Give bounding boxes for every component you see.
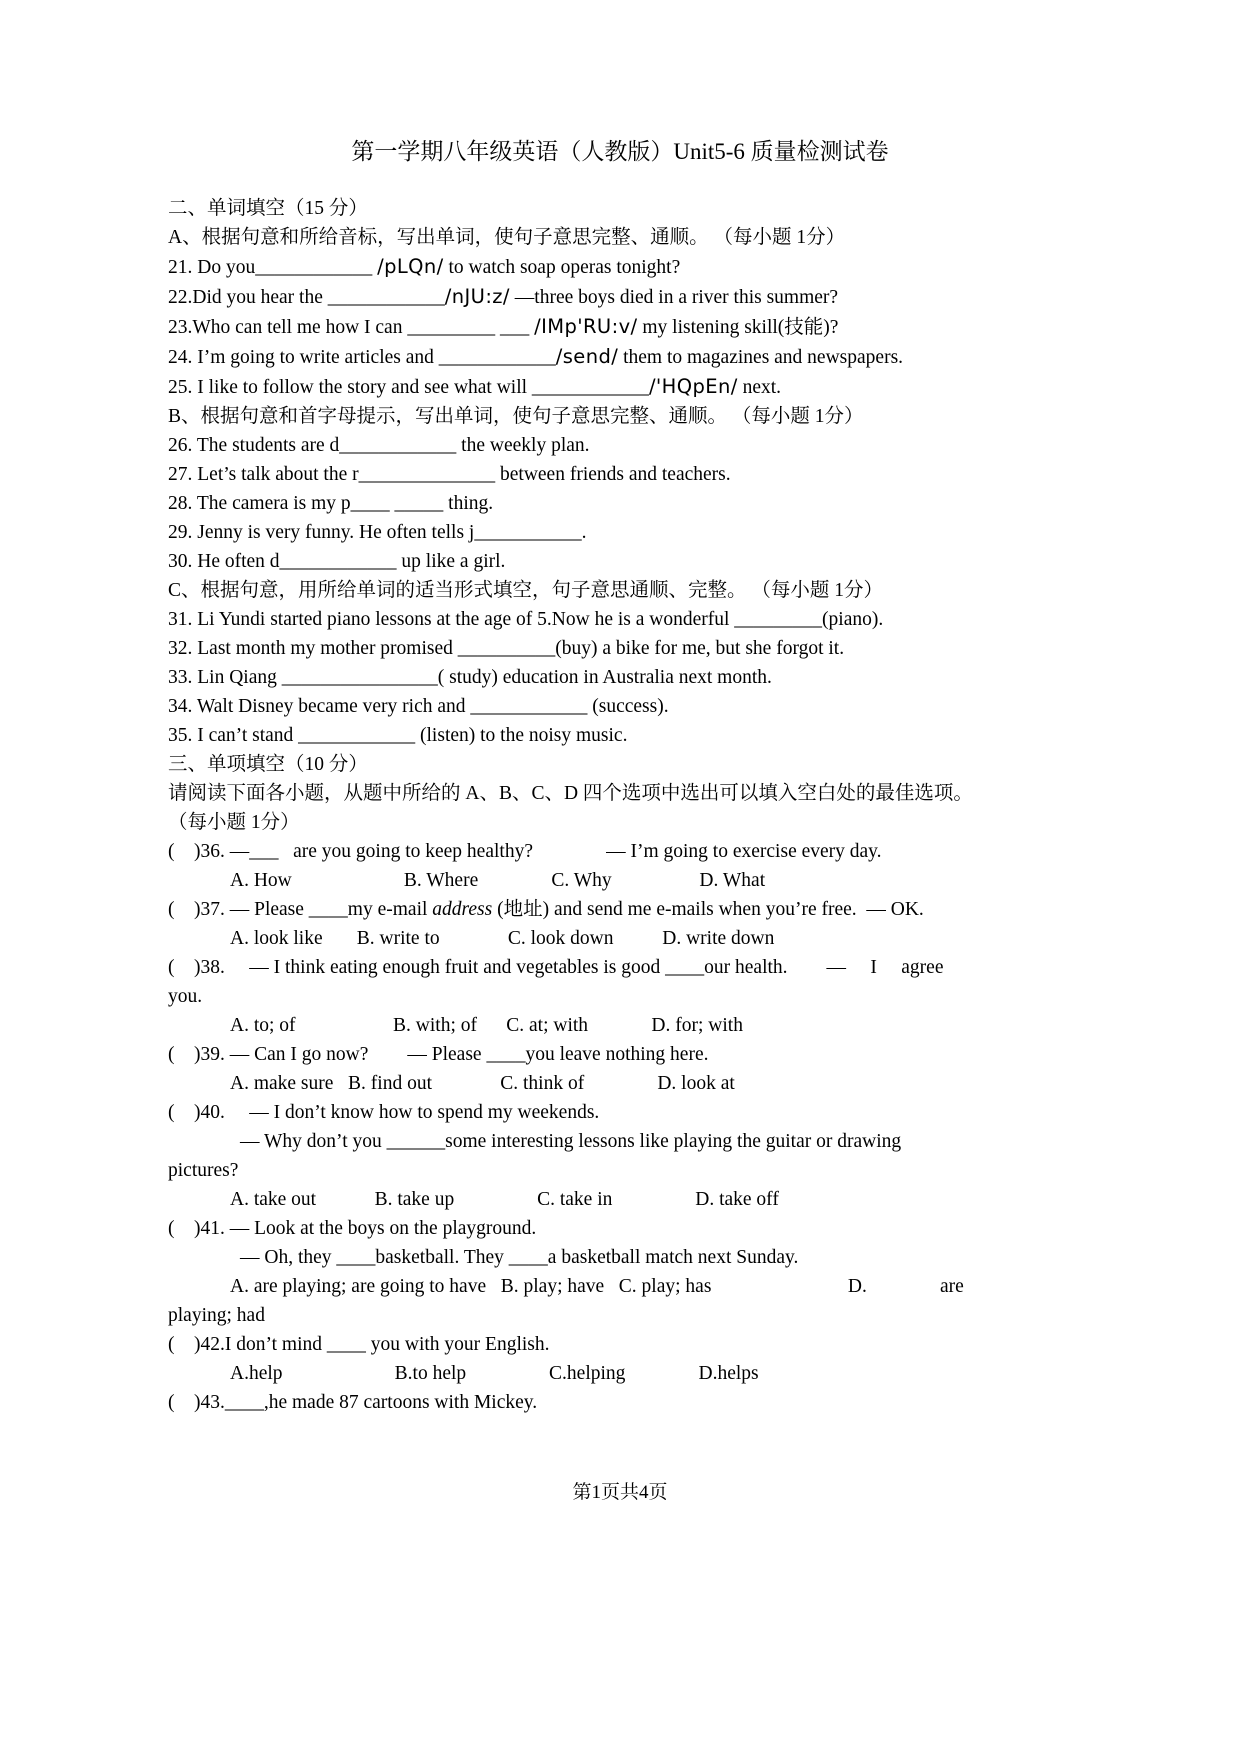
question-21-text: 21. Do you____________ xyxy=(168,257,378,278)
question-36-options: A. How B. Where C. Why D. What xyxy=(230,870,766,891)
question-38-options: A. to; of B. with; of C. at; with D. for; with xyxy=(230,1015,743,1036)
question-38-continuation: you. xyxy=(168,986,203,1007)
question-24 xyxy=(168,342,1072,372)
question-25-text: 25. I like to follow the story and see what will ____________ xyxy=(168,377,649,398)
part-c-instruction: C、根据句意，用所给单词的适当形式填空，句子意思通顺、完整。 （每小题 1分） xyxy=(168,580,884,601)
part-b-instruction: B、根据句意和首字母提示，写出单词，使句子意思完整、通顺。 （每小题 1分） xyxy=(168,406,864,427)
question-37-italic-word: address xyxy=(432,899,493,920)
question-35: 35. I can’t stand ____________ (listen) to the noisy music. xyxy=(168,725,628,746)
question-40-options: A. take out B. take up C. take in D. take off xyxy=(230,1189,779,1210)
question-22-phonetic: /nJU:z/ xyxy=(444,285,510,308)
part-a-instruction: A、根据句意和所给音标，写出单词，使句子意思完整、通顺。 （每小题 1分） xyxy=(168,227,846,248)
question-40-continuation: pictures? xyxy=(168,1160,239,1181)
question-41-options: A. are playing; are going to have B. play; have C. play; has D. are xyxy=(230,1276,964,1297)
question-29: 29. Jenny is very funny. He often tells j___________. xyxy=(168,522,587,543)
question-36-stem: ( )36. —___ are you going to keep healthy? — I’m going to exercise every day. xyxy=(168,841,882,862)
document-title: 第一学期八年级英语（人教版）Unit5-6 质量检测试卷 xyxy=(351,139,889,164)
question-30: 30. He often d____________ up like a girl. xyxy=(168,551,506,572)
question-39-options: A. make sure B. find out C. think of D. look at xyxy=(230,1073,735,1094)
question-43-stem: ( )43.____,he made 87 cartoons with Mickey. xyxy=(168,1392,538,1413)
section3-heading: 三、单项填空（10 分） xyxy=(168,754,368,775)
question-34: 34. Walt Disney became very rich and ____________ (success). xyxy=(168,696,669,717)
question-33: 33. Lin Qiang ________________( study) education in Australia next month. xyxy=(168,667,772,688)
section2-heading: 二、单词填空（15 分） xyxy=(168,198,368,219)
question-37-stem xyxy=(168,895,1072,924)
question-24-tail: them to magazines and newspapers. xyxy=(618,347,904,368)
question-32: 32. Last month my mother promised __________(buy) a bike for me, but she forgot it. xyxy=(168,638,845,659)
question-25-phonetic: /'HQpEn/ xyxy=(648,375,738,398)
question-41-options-continuation: playing; had xyxy=(168,1305,265,1326)
question-22 xyxy=(168,282,1072,312)
question-22-tail: —three boys died in a river this summer? xyxy=(509,287,839,308)
question-21-tail: to watch soap operas tonight? xyxy=(443,257,681,278)
question-39-stem: ( )39. — Can I go now? — Please ____you leave nothing here. xyxy=(168,1044,709,1065)
page-number-footer: 第1页共4页 xyxy=(572,1482,668,1503)
question-23-tail: my listening skill(技能)? xyxy=(637,317,839,338)
question-40-reply: — Why don’t you ______some interesting lessons like playing the guitar or drawing xyxy=(240,1131,902,1152)
question-21 xyxy=(168,252,1072,282)
question-24-text: 24. I’m going to write articles and ____________ xyxy=(168,347,556,368)
question-38-stem: ( )38. — I think eating enough fruit and vegetables is good ____our health. — I agree xyxy=(168,957,944,978)
question-41-stem: ( )41. — Look at the boys on the playground. xyxy=(168,1218,537,1239)
section3-instruction: 请阅读下面各小题，从题中所给的 A、B、C、D 四个选项中选出可以填入空白处的最佳选项。 xyxy=(168,783,973,804)
question-23 xyxy=(168,312,1072,342)
question-42-options: A.help B.to help C.helping D.helps xyxy=(230,1363,759,1384)
question-26: 26. The students are d____________ the weekly plan. xyxy=(168,435,590,456)
question-24-phonetic: /send/ xyxy=(555,345,619,368)
question-40-stem: ( )40. — I don’t know how to spend my weekends. xyxy=(168,1102,600,1123)
question-37-tail: (地址) and send me e-mails when you’re free. — OK. xyxy=(492,899,924,920)
question-23-phonetic: /IMp'RU:v/ xyxy=(534,315,638,338)
question-31: 31. Li Yundi started piano lessons at the age of 5.Now he is a wonderful _________(piano). xyxy=(168,609,884,630)
question-37-options: A. look like B. write to C. look down D. write down xyxy=(230,928,775,949)
question-23-text: 23.Who can tell me how I can _________ ___ xyxy=(168,317,535,338)
question-37-text: ( )37. — Please ____my e-mail xyxy=(168,899,433,920)
question-21-phonetic: /pLQn/ xyxy=(377,255,444,278)
section3-instruction-2: （每小题 1分） xyxy=(168,812,300,833)
question-42-stem: ( )42.I don’t mind ____ you with your English. xyxy=(168,1334,550,1355)
question-25-tail: next. xyxy=(737,377,782,398)
question-25 xyxy=(168,372,1072,402)
question-22-text: 22.Did you hear the ____________ xyxy=(168,287,445,308)
question-27: 27. Let’s talk about the r______________ between friends and teachers. xyxy=(168,464,731,485)
question-28: 28. The camera is my p____ _____ thing. xyxy=(168,493,494,514)
question-41-reply: — Oh, they ____basketball. They ____a basketball match next Sunday. xyxy=(240,1247,799,1268)
